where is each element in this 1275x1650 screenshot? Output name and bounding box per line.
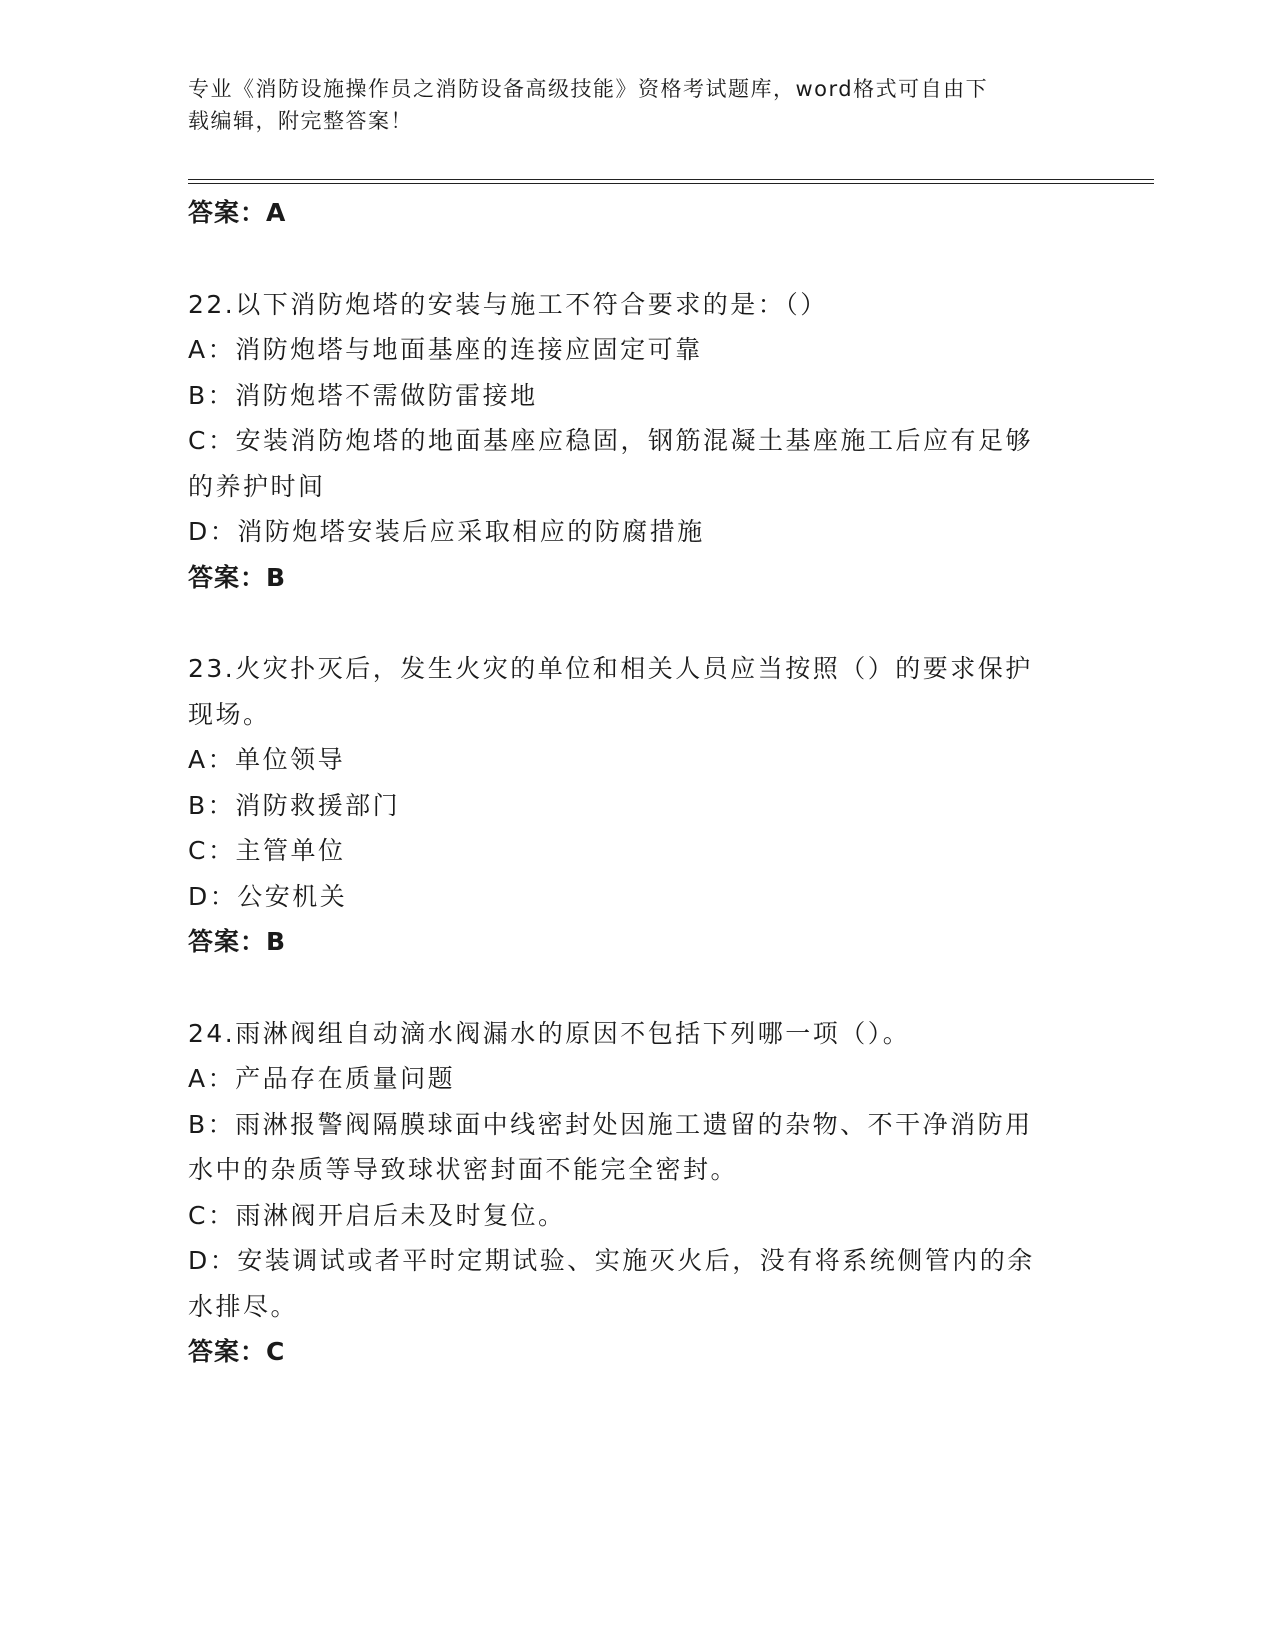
- question-stem: 24.雨淋阀组自动滴水阀漏水的原因不包括下列哪一项（）。: [188, 1018, 911, 1048]
- option-a: A：产品存在质量问题: [188, 1064, 456, 1093]
- option-d: D：安装调试或者平时定期试验、实施灭火后，没有将系统侧管内的余: [188, 1246, 1035, 1275]
- option-c: C：雨淋阀开启后未及时复位。: [188, 1200, 566, 1230]
- option-c-continued: 的养护时间: [188, 471, 326, 501]
- header-line-2: 载编辑，附完整答案！: [188, 109, 413, 133]
- question-stem: 22.以下消防炮塔的安装与施工不符合要求的是：（）: [188, 289, 828, 319]
- option-b-continued: 水中的杂质等导致球状密封面不能完全密封。: [188, 1155, 739, 1184]
- header-line-1: 专业《消防设施操作员之消防设备高级技能》资格考试题库，word格式可自由下: [188, 77, 989, 101]
- answer: 答案：B: [188, 927, 287, 956]
- question-22: [188, 282, 1068, 601]
- question-stem: 23.火灾扑灭后，发生火灾的单位和相关人员应当按照（）的要求保护: [188, 654, 1033, 683]
- header-divider-thin: [188, 179, 1154, 180]
- question-stem-continued: 现场。: [188, 699, 271, 729]
- option-b: B：消防救援部门: [188, 790, 401, 820]
- option-b: B：消防炮塔不需做防雷接地: [188, 380, 538, 410]
- question-24: [188, 1011, 1068, 1375]
- previous-answer: 答案：A: [188, 198, 287, 227]
- option-d-continued: 水排尽。: [188, 1291, 299, 1321]
- question-list: [188, 190, 1068, 1375]
- option-d: D：公安机关: [188, 881, 348, 911]
- option-a: A：消防炮塔与地面基座的连接应固定可靠: [188, 335, 703, 364]
- option-b: B：雨淋报警阀隔膜球面中线密封处因施工遗留的杂物、不干净消防用: [188, 1109, 1033, 1139]
- option-a: A：单位领导: [188, 745, 346, 774]
- answer: 答案：B: [188, 562, 287, 592]
- answer: 答案：C: [188, 1337, 286, 1366]
- option-d: D：消防炮塔安装后应采取相应的防腐措施: [188, 517, 705, 546]
- question-23: [188, 646, 1068, 965]
- option-c: C：主管单位: [188, 836, 346, 865]
- header-divider-thick: [188, 183, 1154, 184]
- option-c: C：安装消防炮塔的地面基座应稳固，钢筋混凝土基座施工后应有足够: [188, 426, 1033, 455]
- document-header: [188, 73, 1068, 137]
